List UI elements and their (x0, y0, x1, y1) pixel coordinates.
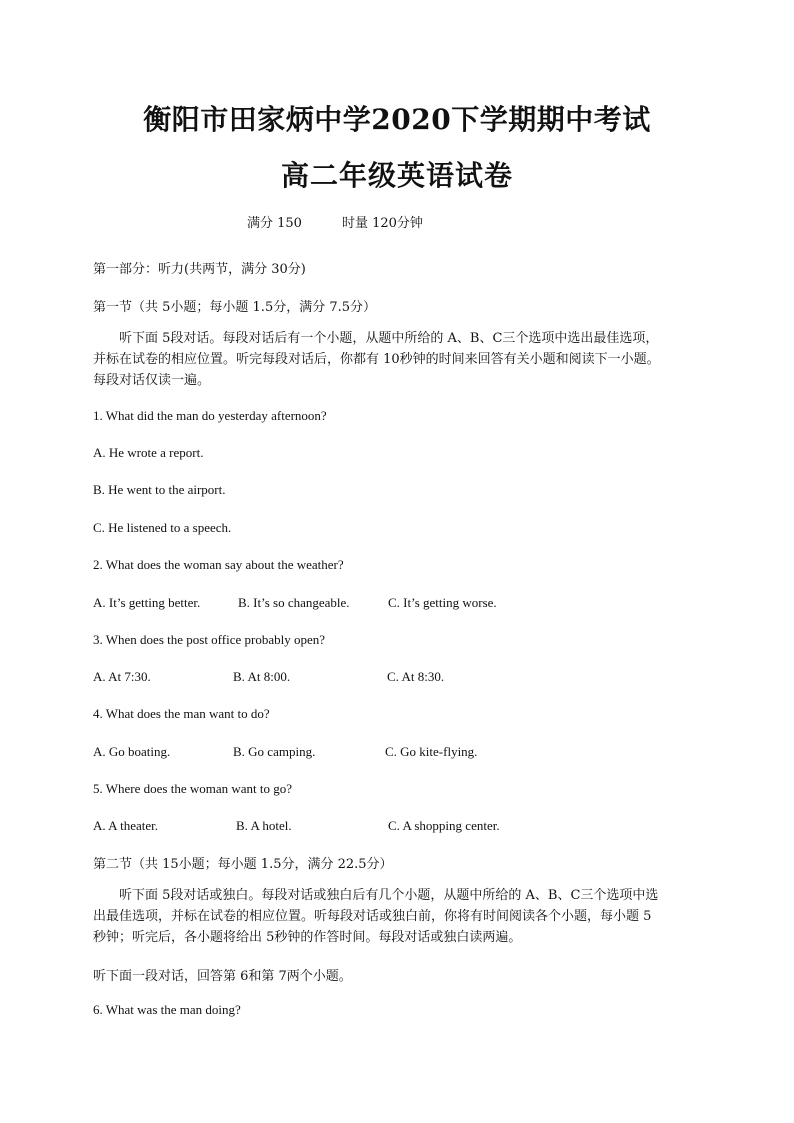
instruction-line: 每段对话仅读一遍。 (93, 373, 211, 388)
time-limit: 时量 120分钟 (341, 216, 423, 231)
question-2-option-b: B. It’s so changeable. (238, 595, 350, 610)
exam-subtitle: 高二年级英语试卷 (280, 159, 513, 192)
dialogue-prompt: 听下面一段对话，回答第 6和第 7两个小题。 (93, 969, 352, 984)
question-3: 3. When does the post office probably open? (93, 632, 326, 647)
score-time-line (247, 212, 423, 231)
instruction-line: 出最佳选项，并标在试卷的相应位置。听每段对话或独白前，你将有时间阅读各个小题，每小题 5 (93, 909, 652, 924)
question-1-option-b: B. He went to the airport. (93, 482, 226, 497)
question-2: 2. What does the woman say about the weather? (93, 557, 344, 572)
question-2-option-c: C. It’s getting worse. (388, 595, 497, 610)
question-3-option-c: C. At 8:30. (387, 669, 445, 684)
instruction-line: 听下面 5段对话。每段对话后有一个小题，从题中所给的 A、B、C三个选项中选出最佳选项， (119, 331, 659, 346)
exam-title: 衡阳市田家炳中学2020下学期期中考试 (143, 103, 651, 136)
instruction-line: 秒钟；听完后，各小题将给出 5秒钟的作答时间。每段对话或独白读两遍。 (93, 930, 522, 945)
question-1-option-a: A. He wrote a report. (93, 445, 204, 460)
section2-heading: 第二节（共 15小题；每小题 1.5分，满分 22.5分） (93, 857, 393, 872)
instruction-line: 并标在试卷的相应位置。听完每段对话后，你都有 10秒钟的时间来回答有关小题和阅读下一小题。 (93, 352, 660, 367)
section1-instructions (93, 328, 713, 391)
question-6: 6. What was the man doing? (93, 1002, 241, 1017)
question-5-option-a: A. A theater. (93, 818, 158, 833)
full-score: 满分 150 (247, 216, 302, 231)
question-3-option-a: A. At 7:30. (93, 669, 151, 684)
question-5-option-b: B. A hotel. (236, 818, 292, 833)
question-5-option-c: C. A shopping center. (388, 818, 500, 833)
question-1-option-c: C. He listened to a speech. (93, 520, 232, 535)
part1-heading: 第一部分：听力(共两节，满分 30分) (93, 262, 306, 277)
question-4-option-c: C. Go kite-flying. (385, 744, 478, 759)
question-2-option-a: A. It’s getting better. (93, 595, 201, 610)
question-1: 1. What did the man do yesterday afternoon? (93, 408, 327, 423)
instruction-line: 听下面 5段对话或独白。每段对话或独白后有几个小题，从题中所给的 A、B、C三个选项中选 (119, 888, 659, 903)
question-4-option-a: A. Go boating. (93, 744, 171, 759)
question-4: 4. What does the man want to do? (93, 706, 270, 721)
question-3-option-b: B. At 8:00. (233, 669, 291, 684)
section2-instructions (93, 885, 713, 948)
question-5: 5. Where does the woman want to go? (93, 781, 293, 796)
section1-heading: 第一节（共 5小题；每小题 1.5分，满分 7.5分） (93, 300, 377, 315)
question-4-option-b: B. Go camping. (233, 744, 316, 759)
